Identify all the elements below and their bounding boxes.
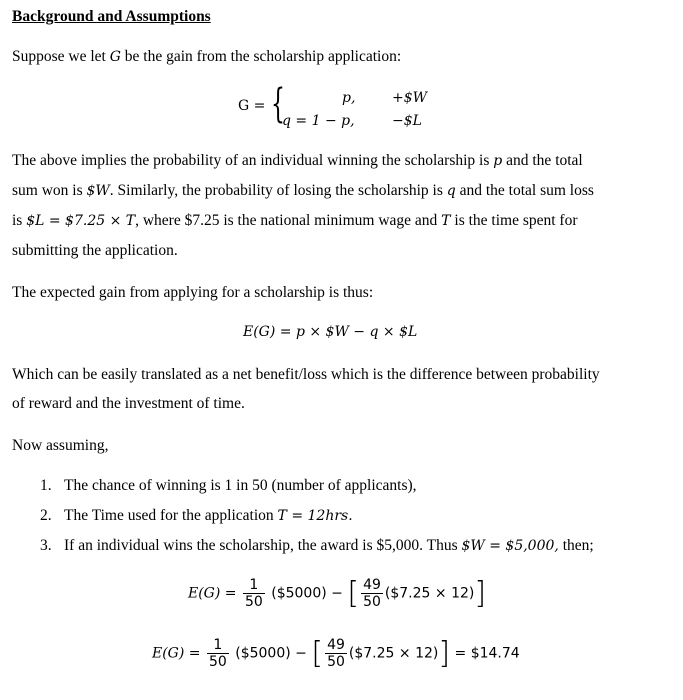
list-item: 2. The Time used for the application T = 12hrs. [40, 507, 353, 524]
gain-lhs: G = [238, 98, 266, 114]
fraction: $\frac{1}{50}$ [244, 577, 263, 610]
gain-brace: { [271, 81, 285, 127]
equation-1: E(G) = $\frac{1}{50}$ ($5000) − [ $\frac{49}{50}$ ($7.25 × 12)] [188, 576, 487, 611]
list-item: 1. The chance of winning is 1 in 50 (number of applicants), [40, 477, 417, 494]
expected-intro: The expected gain from applying for a scholarship is thus: [12, 284, 374, 301]
paragraph-2-line-2: of reward and the investment of time. [12, 395, 245, 412]
gain-case2-prob: q = 1 − p, [282, 113, 355, 129]
paragraph-1-line-1: The above implies the probability of an individual winning the scholarship is p and the total [12, 152, 583, 169]
paragraph-2-line-1: Which can be easily translated as a net benefit/loss which is the difference between probability [12, 366, 600, 383]
intro-line [12, 48, 401, 66]
intro-tail: be the gain from the scholarship application: [124, 48, 402, 65]
gain-case2-value: −$L [392, 113, 422, 129]
section-heading: Background and Assumptions [12, 8, 211, 25]
fraction: $\frac{1}{50}$ [208, 637, 227, 670]
paragraph-1-line-4: submitting the application. [12, 242, 178, 259]
paragraph-1-line-3: is $L = $7.25 × T, where $7.25 is the national minimum wage and T is the time spent for [12, 212, 578, 229]
list-item: 3. If an individual wins the scholarship, the award is $5,000. Thus $W = $5,000, then; [40, 537, 594, 554]
assuming-line: Now assuming, [12, 437, 109, 454]
fraction: $\frac{49}{50}$ [363, 577, 381, 610]
gain-case1-value: +$W [392, 90, 428, 106]
intro-var: G [109, 49, 121, 65]
equation-2: E(G) = $\frac{1}{50}$ ($5000) − [ $\frac{49}{50}$ ($7.25 × 12)] = $14.74 [152, 636, 520, 671]
fraction: $\frac{49}{50}$ [327, 637, 345, 670]
intro-text: Suppose we let [12, 48, 106, 65]
paragraph-1-line-2: sum won is $W. Similarly, the probability of losing the scholarship is q and the total sum loss [12, 182, 594, 199]
expected-formula: E(G) = p × $W − q × $L [243, 324, 418, 340]
gain-case1-prob: p, [342, 90, 356, 106]
